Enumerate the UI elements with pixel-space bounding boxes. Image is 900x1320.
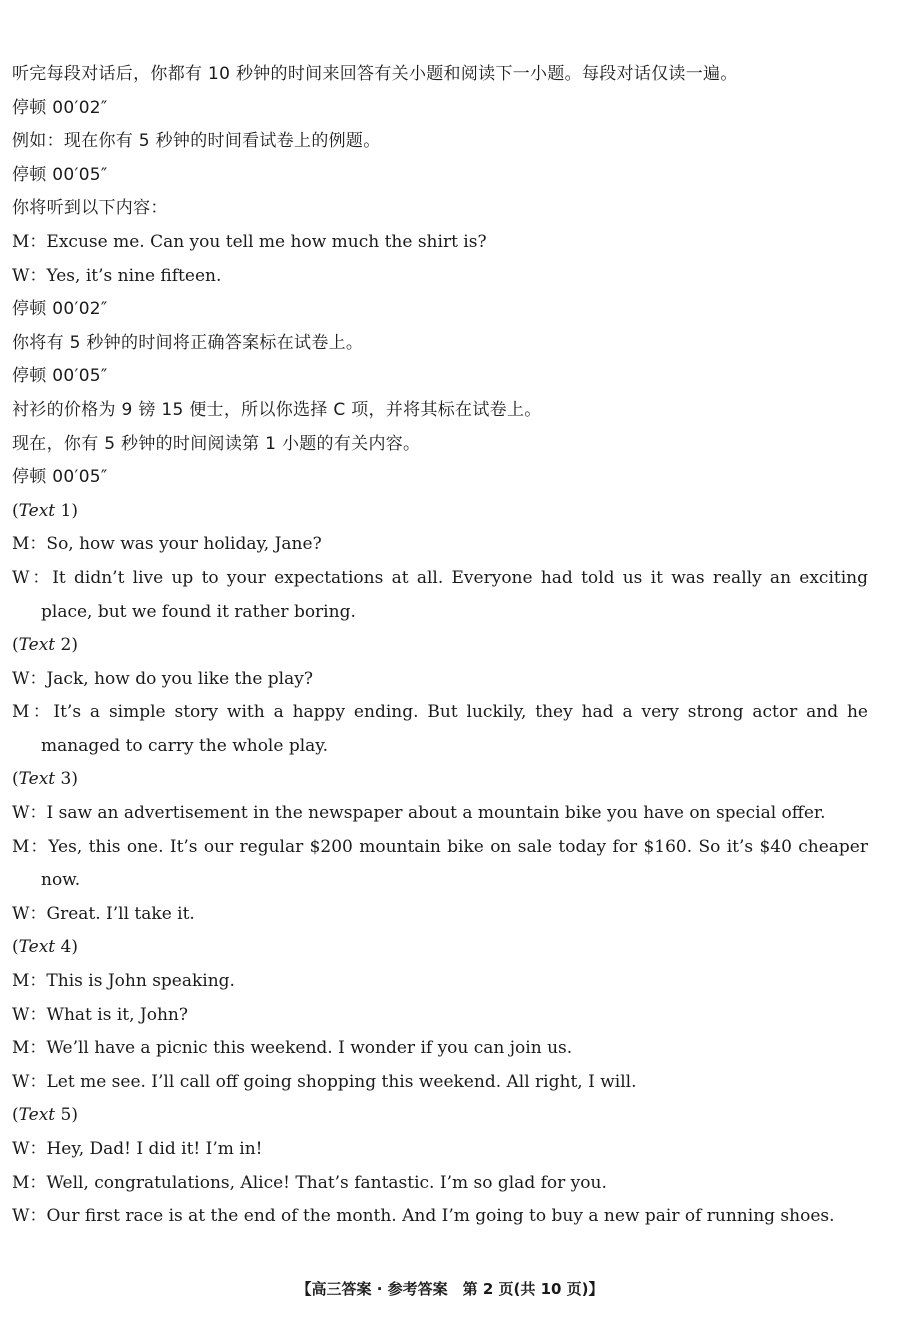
dialogue-text: Well, congratulations, Alice! That’s fantastic. I’m so glad for you. (46, 1172, 607, 1193)
text-label-number: 1 (55, 500, 72, 521)
dialogue-line (12, 1167, 868, 1201)
speaker-tag: W： (12, 668, 47, 689)
speaker-tag: W： (12, 1206, 47, 1227)
instruction-line: 衬衫的价格为 9 镑 15 便士，所以你选择 C 项，并将其标在试卷上。 (12, 399, 542, 420)
dialogue-text: Hey, Dad! I did it! I’m in! (46, 1139, 263, 1159)
label-paren: ) (71, 937, 79, 958)
text-label-number: 3 (55, 769, 72, 790)
text-section-label (12, 629, 868, 663)
text-label-word: Text (18, 1105, 56, 1126)
label-paren: ) (71, 500, 79, 521)
dialogue-line (12, 696, 868, 763)
dialogue-text: Our first race is at the end of the month. And I’m going to buy a new pair of running shoes. (46, 1206, 835, 1227)
speaker-tag: M： (12, 1038, 47, 1059)
dialogue-line (12, 528, 868, 562)
speaker-tag: M： (12, 1172, 47, 1193)
dialogue-text: Jack, how do you like the play? (46, 668, 313, 689)
dialogue-line (12, 999, 868, 1033)
speaker-tag: M： (12, 836, 49, 857)
dialogue-text: Great. I’ll take it. (46, 903, 195, 924)
dialogue-text: So, how was your holiday, Jane? (46, 534, 322, 555)
text-label-word: Text (18, 937, 56, 958)
label-paren: ( (12, 937, 19, 958)
speaker-tag: W： (12, 1004, 47, 1025)
speaker-tag: W： (12, 1139, 47, 1159)
speaker-tag: M： (12, 534, 47, 555)
text-label-word: Text (18, 769, 56, 790)
label-paren: ( (12, 500, 19, 521)
dialogue-text: I saw an advertisement in the newspaper about a mountain bike you have on special offer. (46, 803, 826, 824)
dialogue-text: Yes, this one. It’s our regular $200 mountain bike on sale today for $160. So it’s $40 cheaper now. (41, 836, 868, 891)
text-section-label (12, 495, 868, 529)
instruction-line: 停顿 00′05″ (12, 467, 108, 488)
dialogue-line (12, 965, 868, 999)
text-section-label (12, 931, 868, 965)
dialogue-line (12, 1032, 868, 1066)
instruction-line: 停顿 00′02″ (12, 97, 108, 118)
label-paren: ) (71, 769, 79, 790)
speaker-tag: M： (12, 231, 47, 252)
speaker-tag: W： (12, 1071, 47, 1092)
text-label-number: 4 (55, 937, 72, 958)
speaker-tag: W： (12, 803, 47, 824)
instruction-line: 听完每段对话后，你都有 10 秒钟的时间来回答有关小题和阅读下一小题。每段对话仅读一遍。 (12, 64, 738, 84)
dialogue-line (12, 898, 868, 932)
speaker-tag: M： (12, 971, 47, 992)
dialogue-line (12, 226, 868, 260)
speaker-tag: M： (12, 702, 54, 723)
dialogue-line (12, 1133, 868, 1167)
label-paren: ) (71, 1105, 79, 1126)
label-paren: ) (71, 635, 79, 656)
instruction-line: 你将听到以下内容： (12, 198, 168, 219)
instruction-line: 停顿 00′02″ (12, 299, 108, 320)
label-paren: ( (12, 1105, 19, 1126)
dialogue-text: This is John speaking. (46, 971, 235, 992)
label-paren: ( (12, 769, 19, 790)
text-label-word: Text (18, 635, 56, 656)
dialogue-line (12, 797, 868, 831)
dialogue-text: Yes, it’s nine fifteen. (46, 265, 222, 286)
dialogue-line (12, 260, 868, 294)
dialogue-line (12, 1200, 868, 1234)
dialogue-text: It’s a simple story with a happy ending. But luckily, they had a very strong actor and he managed to carry the whole play. (41, 702, 868, 756)
text-section-label (12, 763, 868, 797)
text-label-number: 2 (55, 635, 72, 656)
instruction-line: 现在，你有 5 秒钟的时间阅读第 1 小题的有关内容。 (12, 433, 421, 454)
dialogue-text: It didn’t live up to your expectations at all. Everyone had told us it was really an exciting place, but we found it rather boring. (41, 567, 868, 622)
page-footer: 【高三答案 · 参考答案 第 2 页(共 10 页)】 (296, 1280, 604, 1298)
dialogue-text: Let me see. I’ll call off going shopping this weekend. All right, I will. (46, 1071, 637, 1092)
answer-page-body (12, 58, 868, 1234)
label-paren: ( (12, 635, 19, 656)
text-section-label (12, 1099, 868, 1133)
text-label-word: Text (18, 500, 56, 521)
dialogue-text: We’ll have a picnic this weekend. I wonder if you can join us. (46, 1038, 573, 1059)
dialogue-line (12, 831, 868, 898)
text-label-number: 5 (55, 1105, 72, 1126)
dialogue-text: Excuse me. Can you tell me how much the shirt is? (46, 231, 487, 252)
instruction-line: 例如：现在你有 5 秒钟的时间看试卷上的例题。 (12, 131, 381, 152)
instruction-line: 停顿 00′05″ (12, 164, 108, 185)
speaker-tag: W： (12, 567, 53, 588)
dialogue-text: What is it, John? (46, 1004, 188, 1025)
instruction-line: 你将有 5 秒钟的时间将正确答案标在试卷上。 (12, 332, 364, 353)
speaker-tag: W： (12, 903, 47, 924)
dialogue-line (12, 562, 868, 629)
instruction-line: 停顿 00′05″ (12, 366, 108, 387)
dialogue-line (12, 663, 868, 697)
speaker-tag: W： (12, 265, 47, 286)
dialogue-line (12, 1066, 868, 1100)
